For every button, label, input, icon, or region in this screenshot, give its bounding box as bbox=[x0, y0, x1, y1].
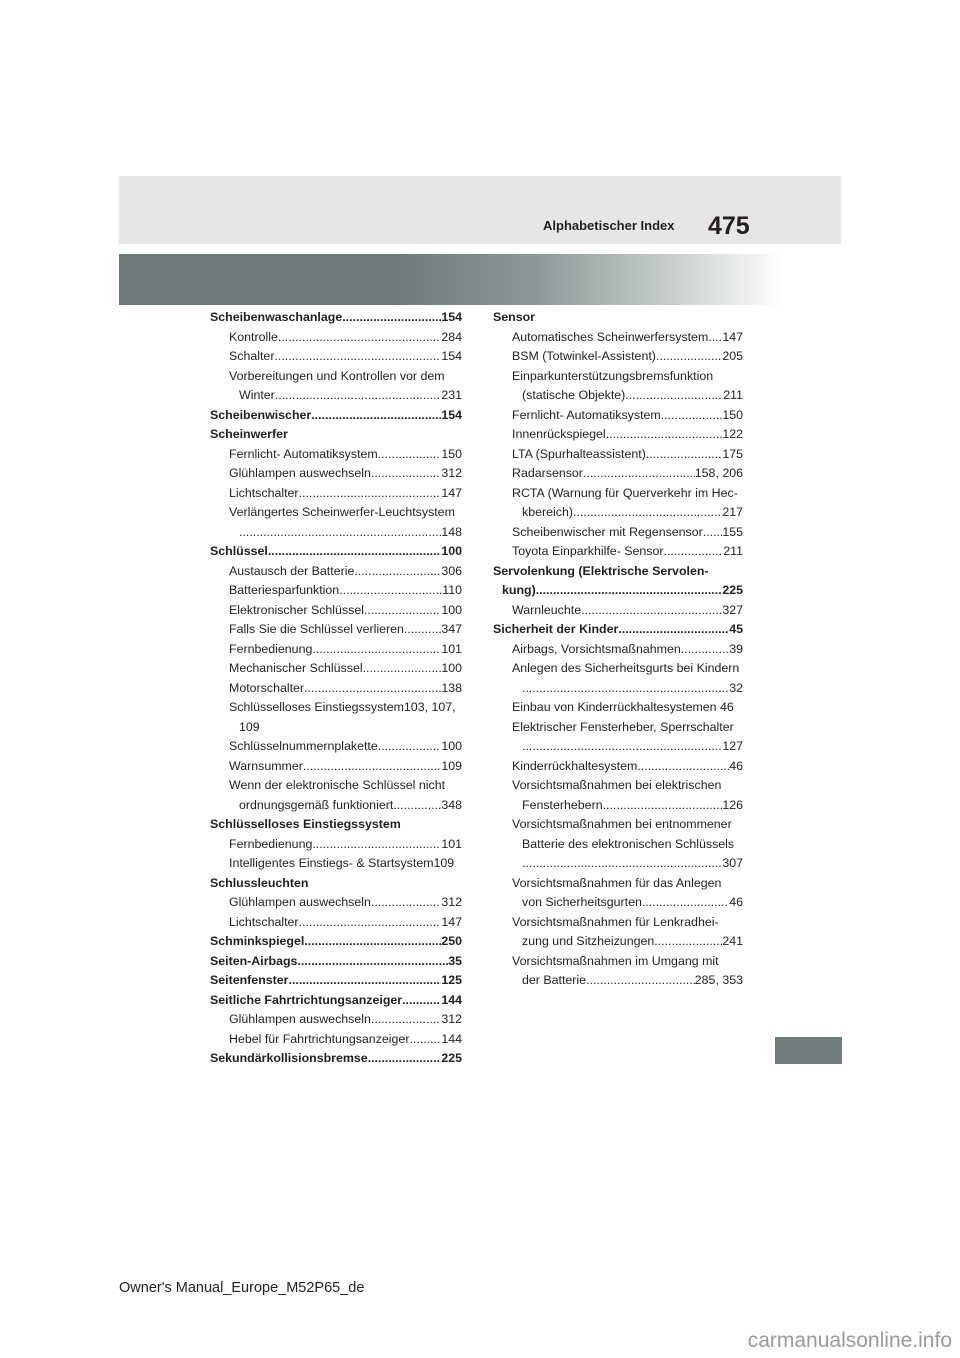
entry-page-ref: 158, 206 bbox=[694, 466, 743, 480]
entry-term: Hebel für Fahrtrichtungsanzeiger bbox=[229, 1031, 410, 1046]
dot-leader bbox=[603, 796, 723, 816]
dot-leader bbox=[371, 1010, 441, 1030]
dot-leader bbox=[522, 679, 729, 699]
entry-term: Falls Sie die Schlüssel verlieren bbox=[229, 622, 404, 636]
entry-page-ref: 217 bbox=[722, 505, 743, 519]
dot-leader bbox=[664, 542, 724, 562]
index-main-entry: Sensor bbox=[493, 310, 536, 324]
entry-term: Warnsummer bbox=[229, 758, 303, 773]
entry-page-ref: 144 bbox=[441, 1031, 462, 1046]
entry-page-ref: 154 bbox=[441, 310, 462, 324]
chapter-tab-marker bbox=[775, 1037, 842, 1064]
dot-leader bbox=[625, 386, 723, 406]
entry-page-ref: 125 bbox=[441, 973, 462, 987]
index-sub-entry: Elektrischer Fensterheber, Sperrschalter bbox=[512, 719, 734, 734]
entry-page-ref: 46 bbox=[729, 758, 743, 773]
dot-leader bbox=[402, 991, 441, 1011]
dot-leader bbox=[297, 952, 448, 972]
entry-term: kbereich) bbox=[522, 505, 573, 519]
entry-page-ref: 312 bbox=[441, 895, 462, 909]
entry-term: Motorschalter bbox=[229, 680, 305, 695]
index-main-entry bbox=[493, 581, 743, 601]
dot-leader bbox=[681, 640, 729, 660]
index-sub-entry bbox=[493, 854, 743, 874]
index-sub-entry bbox=[493, 737, 743, 757]
page-number: 475 bbox=[708, 212, 750, 240]
index-sub-entry bbox=[210, 523, 462, 543]
entry-term: Seitliche Fahrtrichtungsanzeiger bbox=[210, 992, 403, 1007]
index-sub-entry bbox=[210, 620, 462, 640]
entry-term: BSM (Totwinkel-Assistent) bbox=[512, 349, 656, 363]
entry-page-ref: 155 bbox=[722, 524, 743, 539]
entry-page-ref: 225 bbox=[722, 583, 743, 597]
index-sub-entry: Vorsichtsmaßnahmen für das Anlegen bbox=[512, 875, 722, 890]
entry-page-ref: 250 bbox=[441, 934, 462, 948]
index-main-entry: Servolenkung (Elektrische Servolen- bbox=[493, 563, 709, 578]
entry-page-ref: 122 bbox=[722, 427, 743, 441]
index-sub-entry bbox=[210, 640, 462, 660]
entry-page-ref: 285, 353 bbox=[694, 973, 743, 987]
index-sub-entry: RCTA (Warnung für Querverkehr im Hec- bbox=[512, 485, 738, 500]
dot-leader bbox=[378, 737, 442, 757]
dot-leader bbox=[409, 1030, 441, 1050]
dot-leader bbox=[311, 406, 441, 426]
entry-term: Automatisches Scheinwerfersystem bbox=[512, 329, 709, 344]
entry-term: (statische Objekte) bbox=[522, 388, 626, 402]
index-sub-entry bbox=[210, 659, 462, 679]
entry-term: zung und Sitzheizungen bbox=[522, 934, 655, 948]
index-main-entry bbox=[210, 406, 462, 426]
index-sub-entry: Vorsichtsmaßnahmen für Lenkradhei- bbox=[512, 914, 719, 929]
entry-term: Airbags, Vorsichtsmaßnahmen bbox=[512, 641, 681, 656]
entry-page-ref: 46 bbox=[729, 895, 743, 909]
index-sub-entry: Vorbereitungen und Kontrollen vor dem bbox=[229, 368, 445, 383]
entry-page-ref: 175 bbox=[722, 446, 743, 461]
dot-leader bbox=[703, 523, 723, 543]
entry-term: kung) bbox=[502, 583, 536, 597]
entry-page-ref: 150 bbox=[722, 407, 743, 422]
index-sub-entry bbox=[210, 737, 462, 757]
dot-leader bbox=[299, 484, 442, 504]
dot-leader bbox=[363, 659, 442, 679]
entry-page-ref: 348 bbox=[441, 797, 462, 812]
index-sub-entry bbox=[493, 425, 743, 445]
entry-term: Schlüssel bbox=[210, 544, 268, 558]
entry-term: der Batterie bbox=[522, 973, 587, 987]
entry-page-ref: 100 bbox=[441, 602, 462, 617]
dot-leader bbox=[642, 893, 729, 913]
entry-page-ref: 32 bbox=[729, 680, 743, 695]
index-sub-entry bbox=[210, 835, 462, 855]
entry-page-ref: 45 bbox=[729, 622, 743, 636]
entry-page-ref: 110 bbox=[442, 583, 462, 597]
entry-term: Scheibenwaschanlage bbox=[210, 310, 343, 324]
index-sub-entry: Verlängertes Scheinwerfer-Leuchtsystem bbox=[229, 505, 455, 519]
dot-leader bbox=[368, 1049, 442, 1069]
entry-page-ref: 109 bbox=[441, 758, 462, 773]
index-sub-entry bbox=[493, 464, 743, 484]
dot-leader bbox=[586, 971, 695, 991]
entry-term: Kontrolle bbox=[229, 329, 278, 344]
dot-leader bbox=[573, 503, 722, 523]
dot-leader bbox=[618, 620, 729, 640]
entry-term: Scheibenwischer mit Regensensor bbox=[512, 524, 703, 539]
dot-leader bbox=[583, 464, 695, 484]
entry-term: Glühlampen auswechseln bbox=[229, 895, 371, 909]
index-main-entry: Scheinwerfer bbox=[210, 427, 288, 441]
entry-page-ref: 144 bbox=[441, 992, 462, 1007]
entry-term: Toyota Einparkhilfe- Sensor bbox=[512, 544, 664, 558]
dot-leader bbox=[522, 737, 722, 757]
index-main-entry bbox=[210, 542, 462, 562]
index-sub-entry bbox=[210, 1010, 462, 1030]
index-main-entry bbox=[210, 971, 462, 991]
entry-page-ref: 138 bbox=[441, 680, 462, 695]
entry-term: Innenrückspiegel bbox=[512, 427, 606, 441]
entry-term: Fernbedienung bbox=[229, 836, 313, 851]
entry-term: Schminkspiegel bbox=[210, 934, 305, 948]
dot-leader bbox=[354, 562, 441, 582]
entry-page-ref: 127 bbox=[722, 739, 743, 753]
entry-term: Seiten-Airbags bbox=[210, 953, 298, 968]
entry-page-ref: 147 bbox=[441, 485, 462, 500]
entry-page-ref: 284 bbox=[441, 329, 462, 344]
dot-leader bbox=[606, 425, 723, 445]
index-sub-entry bbox=[493, 523, 743, 543]
header-gradient-bar bbox=[119, 254, 841, 305]
entry-page-ref: 126 bbox=[722, 797, 743, 812]
entry-term: Seitenfenster bbox=[210, 973, 289, 987]
section-title: Alphabetischer Index bbox=[543, 218, 675, 233]
index-main-entry bbox=[493, 620, 743, 640]
dot-leader bbox=[393, 796, 441, 816]
index-sub-entry bbox=[210, 328, 462, 348]
dot-leader bbox=[274, 347, 441, 367]
index-main-entry bbox=[210, 1049, 462, 1069]
dot-leader bbox=[278, 328, 441, 348]
index-sub-entry bbox=[210, 445, 462, 465]
index-sub-entry: Vorsichtsmaßnahmen bei elektrischen bbox=[512, 778, 722, 792]
entry-term: Lichtschalter bbox=[229, 485, 299, 500]
entry-page-ref: 39 bbox=[729, 641, 743, 656]
dot-leader bbox=[364, 601, 441, 621]
index-main-entry bbox=[210, 308, 462, 328]
index-sub-entry: Einbau von Kinderrückhaltesystemen 46 bbox=[512, 700, 734, 714]
dot-leader bbox=[646, 445, 722, 465]
index-sub-entry bbox=[210, 679, 462, 699]
entry-term: Lichtschalter bbox=[229, 914, 299, 929]
index-sub-entry bbox=[210, 347, 462, 367]
index-sub-entry bbox=[493, 386, 743, 406]
entry-term: Schlüsselnummernplakette bbox=[229, 739, 378, 753]
index-main-entry: Schlüsselloses Einstiegssystem bbox=[210, 817, 401, 831]
dot-leader bbox=[378, 445, 442, 465]
entry-page-ref: 100 bbox=[441, 544, 462, 558]
index-sub-entry: Vorsichtsmaßnahmen bei entnommener bbox=[512, 817, 732, 831]
index-column-left bbox=[210, 308, 462, 1069]
entry-page-ref: 147 bbox=[441, 914, 462, 929]
index-sub-entry bbox=[493, 601, 743, 621]
index-main-entry bbox=[210, 932, 462, 952]
entry-page-ref: 205 bbox=[722, 349, 743, 363]
index-sub-entry: Batterie des elektronischen Schlüssels bbox=[522, 836, 735, 851]
entry-page-ref: 101 bbox=[441, 641, 462, 656]
index-sub-entry bbox=[493, 542, 743, 562]
dot-leader bbox=[312, 640, 441, 660]
index-sub-entry: Schlüsselloses Einstiegssystem103, 107, bbox=[229, 700, 456, 714]
dot-leader bbox=[708, 328, 722, 348]
dot-leader bbox=[299, 913, 442, 933]
entry-term: Glühlampen auswechseln bbox=[229, 466, 371, 480]
index-sub-entry bbox=[493, 328, 743, 348]
entry-term: Batteriesparfunktion bbox=[229, 583, 340, 597]
watermark: carmanualsonline.info bbox=[747, 1329, 952, 1352]
entry-page-ref: 100 bbox=[441, 661, 462, 675]
entry-term: Elektronischer Schlüssel bbox=[229, 602, 364, 617]
entry-page-ref: 312 bbox=[441, 466, 462, 480]
dot-leader bbox=[312, 835, 441, 855]
entry-page-ref: 147 bbox=[722, 329, 743, 344]
entry-page-ref: 211 bbox=[723, 388, 743, 402]
entry-page-ref: 148 bbox=[441, 524, 462, 539]
dot-leader bbox=[536, 581, 723, 601]
index-sub-entry bbox=[210, 601, 462, 621]
entry-page-ref: 327 bbox=[722, 602, 743, 617]
entry-term: ordnungsgemäß funktioniert bbox=[239, 797, 394, 812]
dot-leader bbox=[303, 757, 441, 777]
dot-leader bbox=[371, 893, 441, 913]
entry-page-ref: 150 bbox=[441, 446, 462, 461]
index-sub-entry bbox=[493, 932, 743, 952]
index-column-right bbox=[493, 308, 743, 991]
entry-term: von Sicherheitsgurten bbox=[522, 895, 642, 909]
dot-leader bbox=[342, 308, 441, 328]
index-sub-entry bbox=[493, 347, 743, 367]
entry-term: Glühlampen auswechseln bbox=[229, 1012, 371, 1026]
entry-page-ref: 307 bbox=[722, 856, 743, 870]
index-main-entry bbox=[210, 991, 462, 1011]
entry-page-ref: 101 bbox=[441, 836, 462, 851]
entry-page-ref: 154 bbox=[441, 407, 462, 422]
index-sub-entry bbox=[493, 796, 743, 816]
index-sub-entry: Vorsichtsmaßnahmen im Umgang mit bbox=[512, 953, 719, 968]
index-sub-entry: 109 bbox=[239, 719, 260, 734]
entry-term: Austausch der Batterie bbox=[229, 563, 355, 578]
entry-page-ref: 312 bbox=[441, 1012, 462, 1026]
index-sub-entry bbox=[493, 893, 743, 913]
entry-page-ref: 154 bbox=[441, 349, 462, 363]
entry-term: Sekundärkollisionsbremse bbox=[210, 1051, 368, 1065]
dot-leader bbox=[289, 971, 442, 991]
entry-page-ref: 211 bbox=[723, 544, 743, 558]
dot-leader bbox=[275, 386, 442, 406]
index-sub-entry bbox=[493, 503, 743, 523]
entry-term: Fensterhebern bbox=[522, 797, 603, 812]
dot-leader bbox=[654, 932, 722, 952]
index-sub-entry bbox=[210, 893, 462, 913]
index-sub-entry: Anlegen des Sicherheitsgurts bei Kindern bbox=[512, 661, 740, 675]
entry-term: Sicherheit der Kinder bbox=[493, 622, 619, 636]
dot-leader bbox=[304, 679, 441, 699]
index-sub-entry bbox=[210, 913, 462, 933]
entry-page-ref: 231 bbox=[441, 388, 462, 402]
dot-leader bbox=[239, 523, 441, 543]
dot-leader bbox=[268, 542, 441, 562]
index-sub-entry bbox=[210, 581, 462, 601]
dot-leader bbox=[656, 347, 722, 367]
index-sub-entry bbox=[493, 640, 743, 660]
index-sub-entry bbox=[493, 445, 743, 465]
index-sub-entry bbox=[210, 796, 462, 816]
dot-leader bbox=[339, 581, 442, 601]
index-main-entry bbox=[210, 952, 462, 972]
entry-term: Fernlicht- Automatiksystem bbox=[512, 407, 661, 422]
dot-leader bbox=[581, 601, 722, 621]
index-sub-entry bbox=[493, 679, 743, 699]
entry-term: Fernlicht- Automatiksystem bbox=[229, 446, 378, 461]
dot-leader bbox=[661, 406, 723, 426]
entry-term: Schalter bbox=[229, 349, 275, 363]
index-sub-entry bbox=[493, 757, 743, 777]
entry-term: Radarsensor bbox=[512, 466, 583, 480]
entry-page-ref: 35 bbox=[448, 953, 462, 968]
entry-term: Fernbedienung bbox=[229, 641, 313, 656]
entry-term: Kinderrückhaltesystem bbox=[512, 758, 638, 773]
entry-term: Scheibenwischer bbox=[210, 407, 312, 422]
entry-page-ref: 347 bbox=[441, 622, 462, 636]
index-sub-entry bbox=[210, 757, 462, 777]
index-sub-entry bbox=[493, 971, 743, 991]
entry-term: Mechanischer Schlüssel bbox=[229, 661, 363, 675]
entry-page-ref: 100 bbox=[441, 739, 462, 753]
entry-term: LTA (Spurhalteassistent) bbox=[512, 446, 646, 461]
footer-doc-id: Owner's Manual_Europe_M52P65_de bbox=[119, 1280, 365, 1296]
index-sub-entry bbox=[210, 484, 462, 504]
index-sub-entry bbox=[210, 1030, 462, 1050]
index-sub-entry bbox=[210, 464, 462, 484]
entry-term: Winter bbox=[239, 388, 275, 402]
entry-term: Warnleuchte bbox=[512, 602, 582, 617]
entry-page-ref: 225 bbox=[441, 1051, 462, 1065]
dot-leader bbox=[637, 757, 729, 777]
dot-leader bbox=[404, 620, 441, 640]
index-sub-entry: Einparkunterstützungsbremsfunktion bbox=[512, 368, 714, 383]
dot-leader bbox=[522, 854, 722, 874]
index-main-entry: Schlussleuchten bbox=[210, 875, 309, 890]
index-sub-entry: Intelligentes Einstiegs- & Startsystem109 bbox=[229, 856, 455, 870]
index-sub-entry bbox=[210, 386, 462, 406]
index-sub-entry: Wenn der elektronische Schlüssel nicht bbox=[229, 778, 446, 792]
dot-leader bbox=[371, 464, 441, 484]
index-sub-entry bbox=[493, 406, 743, 426]
index-sub-entry bbox=[210, 562, 462, 582]
entry-page-ref: 306 bbox=[441, 563, 462, 578]
entry-page-ref: 241 bbox=[722, 934, 743, 948]
dot-leader bbox=[304, 932, 441, 952]
